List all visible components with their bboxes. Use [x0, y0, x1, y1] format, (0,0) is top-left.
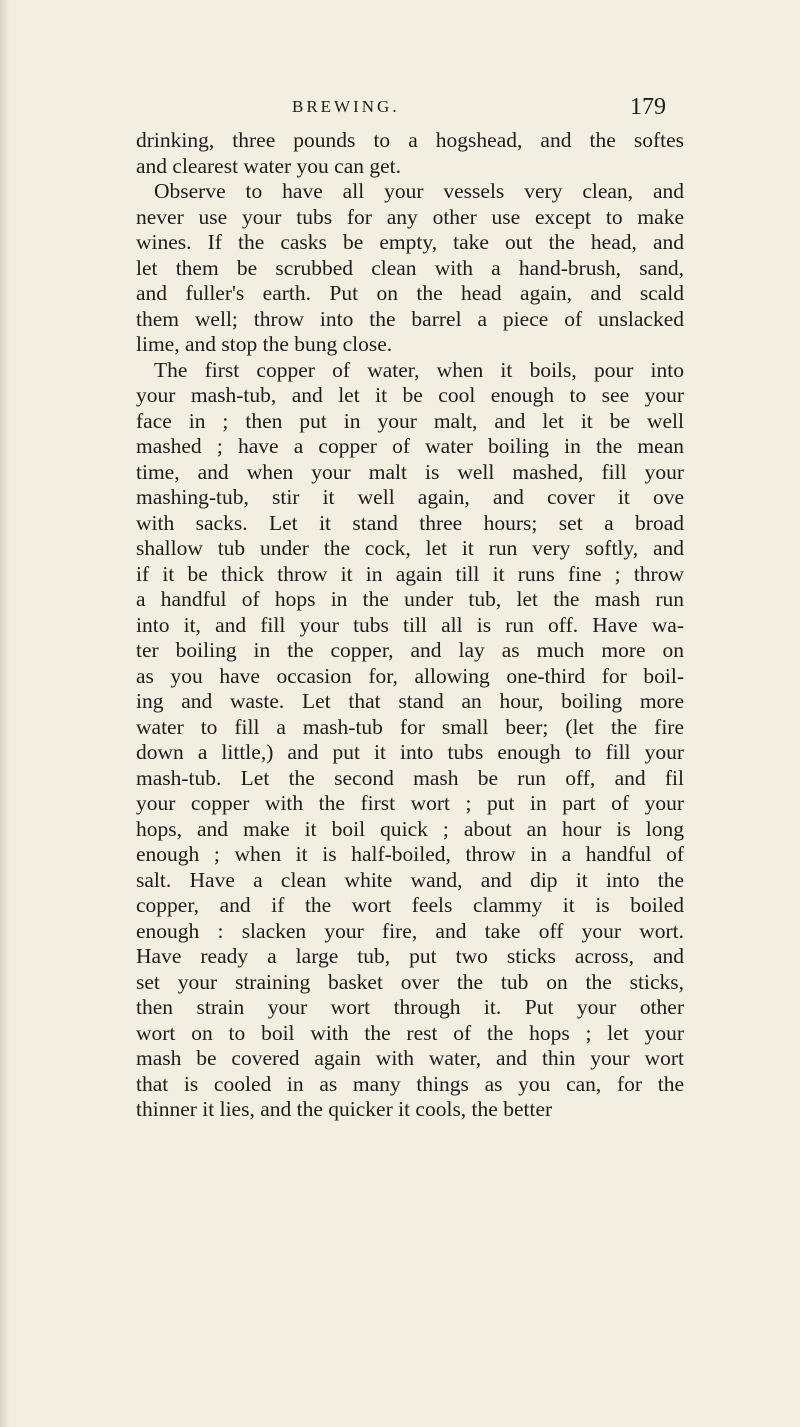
- text-line: enough ; when it is half-boiled, throw in a handful of: [136, 842, 684, 866]
- text-line: water to fill a mash-tub for small beer; (let the fire: [136, 714, 684, 739]
- running-head-title: BREWING.: [292, 97, 400, 116]
- running-head: [0, 90, 800, 124]
- text-line: let them be scrubbed clean with a hand-brush, sand,: [136, 255, 684, 280]
- text-line: Have ready a large tub, put two sticks across, and: [136, 944, 684, 968]
- text-line: never use your tubs for any other use except to make: [136, 204, 684, 229]
- text-line: lime, and stop the bung close.: [136, 332, 393, 356]
- page-gutter-shadow: [0, 0, 10, 1427]
- text-line: a handful of hops in the under tub, let the mash run: [136, 587, 684, 611]
- text-line: and clearest water you can get.: [136, 153, 402, 178]
- text-line: your copper with the first wort ; put in part of your: [136, 791, 684, 815]
- text-line: them well; throw into the barrel a piece of unslacked: [136, 306, 684, 331]
- text-line: The first copper of water, when it boils, pour into: [154, 357, 684, 382]
- body-text: [136, 128, 684, 1123]
- text-line: time, and when your malt is well mashed, fill your: [136, 459, 684, 484]
- text-line: mash-tub. Let the second mash be run off, and fil: [136, 765, 684, 790]
- text-line: wort on to boil with the rest of the hops ; let your: [136, 1020, 684, 1045]
- text-line: your mash-tub, and let it be cool enough to see your: [136, 383, 684, 407]
- text-line: with sacks. Let it stand three hours; set a broad: [136, 510, 684, 535]
- text-line: Observe to have all your vessels very clean, and: [154, 179, 684, 203]
- text-line: hops, and make it boil quick ; about an hour is long: [136, 816, 684, 841]
- text-line: wines. If the casks be empty, take out the head, and: [136, 230, 684, 254]
- text-line: mashing-tub, stir it well again, and cover it ove: [136, 485, 684, 509]
- text-line: if it be thick throw it in again till it runs fine ; throw: [136, 561, 684, 586]
- text-line: then strain your wort through it. Put your other: [136, 995, 684, 1019]
- text-line: ing and waste. Let that stand an hour, boiling more: [136, 689, 684, 713]
- text-line: salt. Have a clean white wand, and dip it into the: [136, 867, 684, 892]
- text-line: copper, and if the wort feels clammy it is boiled: [136, 893, 684, 917]
- text-line: and fuller's earth. Put on the head again, and scald: [136, 281, 684, 305]
- text-line: that is cooled in as many things as you can, for the: [136, 1071, 684, 1096]
- text-line: down a little,) and put it into tubs enough to fill your: [136, 740, 684, 764]
- text-line: into it, and fill your tubs till all is run off. Have wa-: [136, 612, 684, 637]
- text-line: thinner it lies, and the quicker it cools, the better: [136, 1097, 553, 1121]
- text-line: drinking, three pounds to a hogshead, and the softes: [136, 128, 684, 152]
- text-line: shallow tub under the cock, let it run very softly, and: [136, 536, 684, 560]
- text-line: mashed ; have a copper of water boiling in the mean: [136, 434, 684, 458]
- text-line: enough : slacken your fire, and take off your wort.: [136, 918, 684, 943]
- text-line: as you have occasion for, allowing one-third for boil-: [136, 663, 684, 688]
- text-line: face in ; then put in your malt, and let it be well: [136, 408, 684, 433]
- page-number: 179: [630, 94, 666, 120]
- text-line: mash be covered again with water, and thin your wort: [136, 1046, 684, 1070]
- text-line: ter boiling in the copper, and lay as much more on: [136, 638, 684, 662]
- text-line: set your straining basket over the tub on the sticks,: [136, 969, 684, 994]
